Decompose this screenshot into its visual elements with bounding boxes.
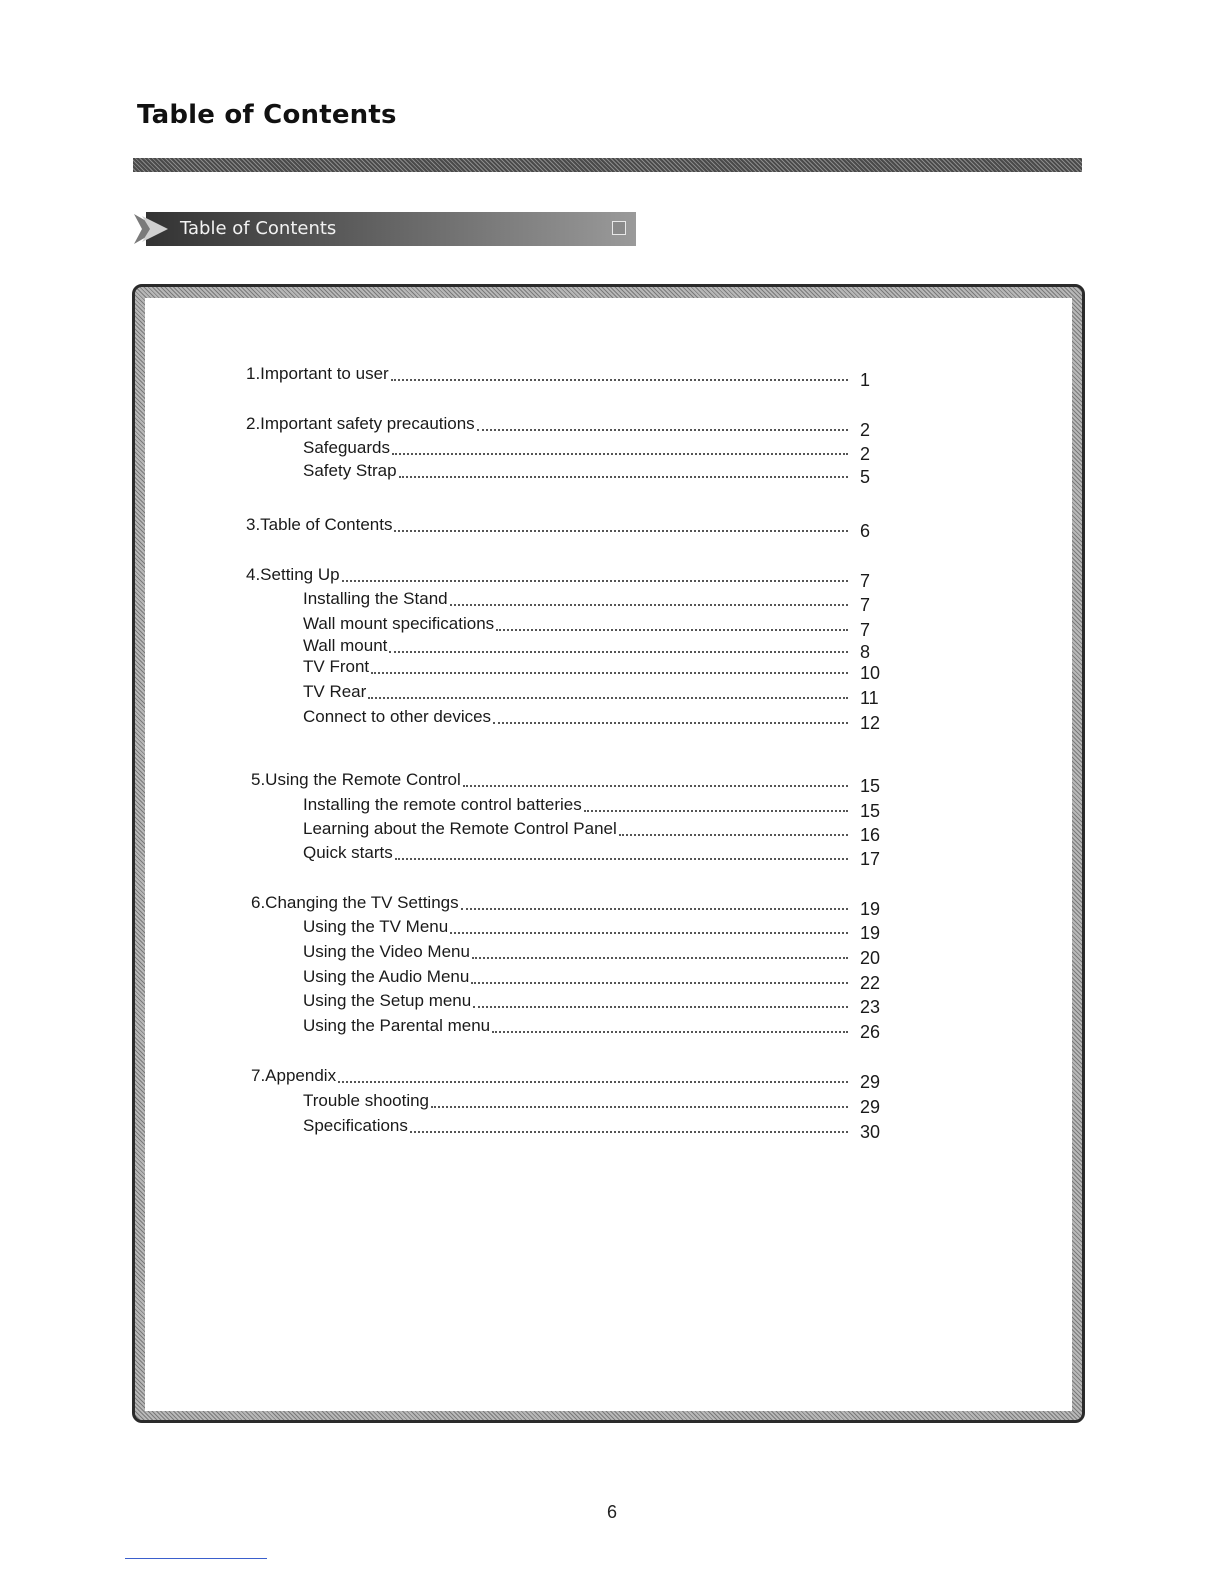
dot-leader	[338, 1080, 848, 1083]
toc-entry-page: 22	[860, 973, 881, 993]
dot-leader	[399, 475, 848, 478]
toc-entry-page: 30	[860, 1122, 881, 1142]
toc-entry-page: 20	[860, 948, 881, 968]
toc-entry-page: 7	[860, 595, 871, 615]
toc-entry-page: 2	[860, 444, 871, 464]
toc-entry-title: Using the Parental menu	[303, 1016, 491, 1035]
toc-entry[interactable]	[246, 364, 871, 390]
dot-leader	[450, 603, 848, 606]
toc-entry-title: Using the TV Menu	[303, 917, 449, 936]
toc-entry[interactable]	[303, 438, 871, 464]
toc-entry-title: 2.Important safety precautions	[246, 414, 475, 433]
toc-entry-page: 6	[860, 521, 871, 541]
toc-entry-title: Installing the Stand	[303, 589, 448, 608]
toc-entry-title: TV Rear	[303, 682, 367, 701]
dot-leader	[461, 907, 848, 910]
dot-leader	[395, 857, 848, 860]
dot-leader	[477, 428, 848, 431]
toc-entry-page: 7	[860, 571, 871, 591]
dot-leader	[473, 1005, 848, 1008]
dot-leader	[471, 981, 848, 984]
toc-entry-title: Installing the remote control batteries	[303, 795, 582, 814]
dot-leader	[391, 378, 848, 381]
dot-leader	[368, 696, 848, 699]
toc-entry[interactable]	[303, 614, 871, 640]
dot-leader	[584, 809, 848, 812]
toc-entry[interactable]	[246, 565, 871, 591]
toc-entry-page: 19	[860, 923, 881, 943]
page-title: Table of Contents	[137, 100, 397, 130]
dot-leader	[389, 650, 848, 653]
toc-entry-page: 19	[860, 899, 881, 919]
toc-entry-page: 1	[860, 370, 871, 390]
toc-entry-title: 5.Using the Remote Control	[251, 770, 461, 789]
dot-leader	[450, 931, 848, 934]
dot-leader	[431, 1105, 848, 1108]
dot-leader	[472, 956, 848, 959]
toc-entry-title: Trouble shooting	[303, 1091, 430, 1110]
toc-entry[interactable]	[303, 461, 871, 487]
toc-entry-title: Learning about the Remote Control Panel	[303, 819, 617, 838]
toc-entry[interactable]	[303, 682, 879, 708]
toc-entry[interactable]	[303, 819, 881, 845]
toc-entry-page: 15	[860, 776, 881, 796]
dot-leader	[619, 833, 848, 836]
toc-entry-page: 29	[860, 1097, 881, 1117]
toc-entry[interactable]	[303, 1116, 881, 1142]
toc-entry[interactable]	[246, 515, 871, 541]
toc-entry-title: Using the Setup menu	[303, 991, 472, 1010]
toc-entry[interactable]	[251, 1066, 881, 1092]
toc-entry[interactable]	[303, 657, 881, 683]
toc-entry-title: 4.Setting Up	[246, 565, 340, 584]
toc-entry[interactable]	[303, 843, 881, 869]
toc-entry-page: 12	[860, 713, 881, 733]
title-rule	[133, 158, 1082, 172]
toc-entry-title: Specifications	[303, 1116, 408, 1135]
toc-entry-title: Connect to other devices	[303, 707, 492, 726]
toc-entry-page: 10	[860, 663, 881, 683]
toc-entry-page: 8	[860, 642, 871, 662]
toc-entry-title: Using the Audio Menu	[303, 967, 470, 986]
toc-entry[interactable]	[303, 991, 881, 1017]
square-icon	[612, 221, 626, 235]
toc-entry-page: 23	[860, 997, 881, 1017]
arrow-right-icon	[134, 212, 174, 246]
toc-entry-title: Safeguards	[303, 438, 390, 457]
toc-entry[interactable]	[303, 917, 881, 943]
dot-leader	[463, 784, 848, 787]
toc-entry[interactable]	[251, 770, 881, 796]
toc-entry[interactable]	[303, 967, 881, 993]
toc-entry-title: 1.Important to user	[246, 364, 389, 383]
toc-entry[interactable]	[303, 707, 881, 733]
section-header-bar	[134, 212, 636, 246]
toc-entry[interactable]	[303, 636, 871, 662]
toc-entry-title: Safety Strap	[303, 461, 397, 480]
dot-leader	[410, 1130, 848, 1133]
toc-entry-page: 5	[860, 467, 871, 487]
dot-leader	[392, 452, 848, 455]
dot-leader	[371, 671, 848, 674]
toc-entry-title: 7.Appendix	[251, 1066, 337, 1085]
toc-entry[interactable]	[246, 414, 871, 440]
toc-entry-title: Quick starts	[303, 843, 393, 862]
toc-entry-page: 7	[860, 620, 871, 640]
toc-entry[interactable]	[303, 942, 881, 968]
toc-entry-title: 3.Table of Contents	[246, 515, 393, 534]
dot-leader	[342, 579, 848, 582]
toc-entry-page: 11	[860, 688, 879, 708]
footer-rule	[125, 1558, 267, 1559]
toc-entry-title: Wall mount	[303, 636, 388, 655]
toc-entry[interactable]	[303, 795, 881, 821]
section-bar-label: Table of Contents	[180, 218, 337, 239]
toc-entry-title: Wall mount specifications	[303, 614, 495, 633]
dot-leader	[394, 529, 848, 532]
toc-entry-page: 17	[860, 849, 881, 869]
dot-leader	[493, 721, 848, 724]
toc-entry-page: 26	[860, 1022, 881, 1042]
toc-entry[interactable]	[303, 1016, 881, 1042]
toc-entry-page: 29	[860, 1072, 881, 1092]
toc-entry-page: 16	[860, 825, 881, 845]
toc-entry[interactable]	[303, 589, 871, 615]
toc-entry-page: 2	[860, 420, 871, 440]
page-number: 6	[606, 1502, 617, 1522]
toc-entry-title: 6.Changing the TV Settings	[251, 893, 459, 912]
dot-leader	[496, 628, 848, 631]
dot-leader	[492, 1030, 848, 1033]
toc-entry[interactable]	[251, 893, 881, 919]
toc-entry-title: Using the Video Menu	[303, 942, 470, 961]
toc-entry-title: TV Front	[303, 657, 370, 676]
toc-entry[interactable]	[303, 1091, 881, 1117]
toc-entry-page: 15	[860, 801, 881, 821]
